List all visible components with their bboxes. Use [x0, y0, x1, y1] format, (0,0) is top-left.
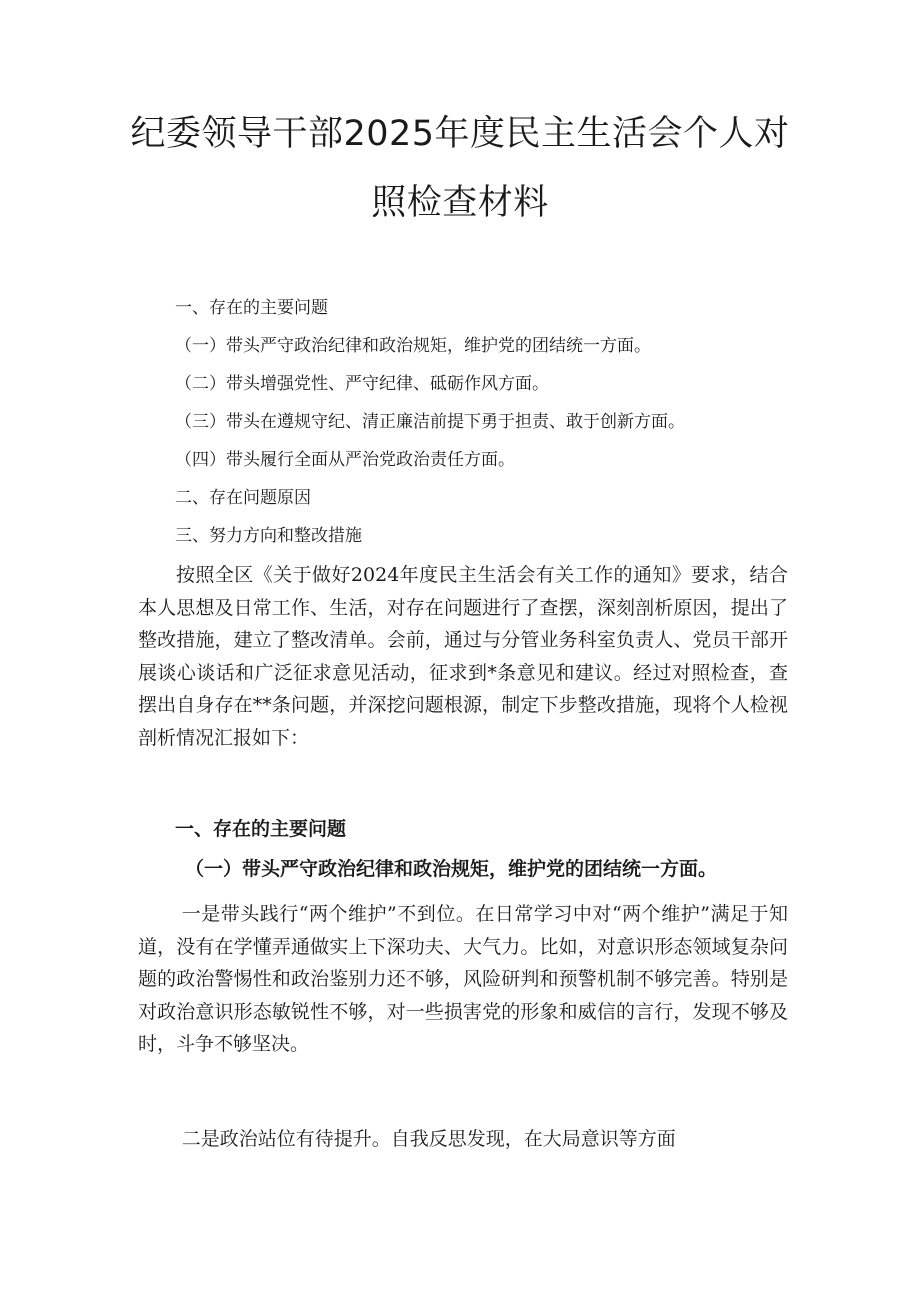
toc-item-subsection-2: （二）带头增强党性、严守纪律、砥砺作风方面。 — [175, 374, 549, 394]
document-title-line-1: 纪委领导干部2025年度民主生活会个人对 — [130, 114, 790, 154]
document-title-line-2: 照检查材料 — [371, 183, 549, 223]
toc-item-section-1: 一、存在的主要问题 — [175, 298, 328, 318]
point-1-paragraph: 一是带头践行“两个维护”不到位。在日常学习中对“两个维护”满足于知道，没有在学懂弄通做实上下深功夫、大气力。比如，对意识形态领域复杂问题的政治警惕性和政治鉴别力还不够，风险研判和预警机制不够完善。特别是对政治意识形态敏锐性不够，对一些损害党的形象和威信的言行，发现不够及时，斗争不够坚决。 — [138, 903, 788, 1056]
point-2-paragraph: 二是政治站位有待提升。自我反思发现，在大局意识等方面 — [181, 1128, 676, 1150]
toc-item-section-3: 三、努力方向和整改措施 — [175, 526, 362, 546]
toc-item-section-2: 二、存在问题原因 — [175, 488, 311, 508]
intro-paragraph: 按照全区《关于做好2024年度民主生活会有关工作的通知》要求，结合本人思想及日常工作、生活，对存在问题进行了查摆，深刻剖析原因，提出了整改措施，建立了整改清单。会前，通过与分管业务科室负责人、党员干部开展谈心谈话和广泛征求意见活动，征求到*条意见和建议。经过对照检查，查摆出自身存在**条问题，并深挖问题根源，制定下步整改措施，现将个人检视剖析情况汇报如下： — [138, 564, 788, 749]
toc-item-subsection-3: （三）带头在遵规守纪、清正廉洁前提下勇于担责、敢于创新方面。 — [175, 412, 685, 432]
section-1-heading: 一、存在的主要问题 — [175, 818, 347, 840]
subsection-1-heading: （一）带头严守政治纪律和政治规矩，维护党的团结统一方面。 — [185, 858, 718, 880]
toc-item-subsection-1: （一）带头严守政治纪律和政治规矩，维护党的团结统一方面。 — [175, 336, 651, 356]
toc-item-subsection-4: （四）带头履行全面从严治党政治责任方面。 — [175, 450, 515, 470]
